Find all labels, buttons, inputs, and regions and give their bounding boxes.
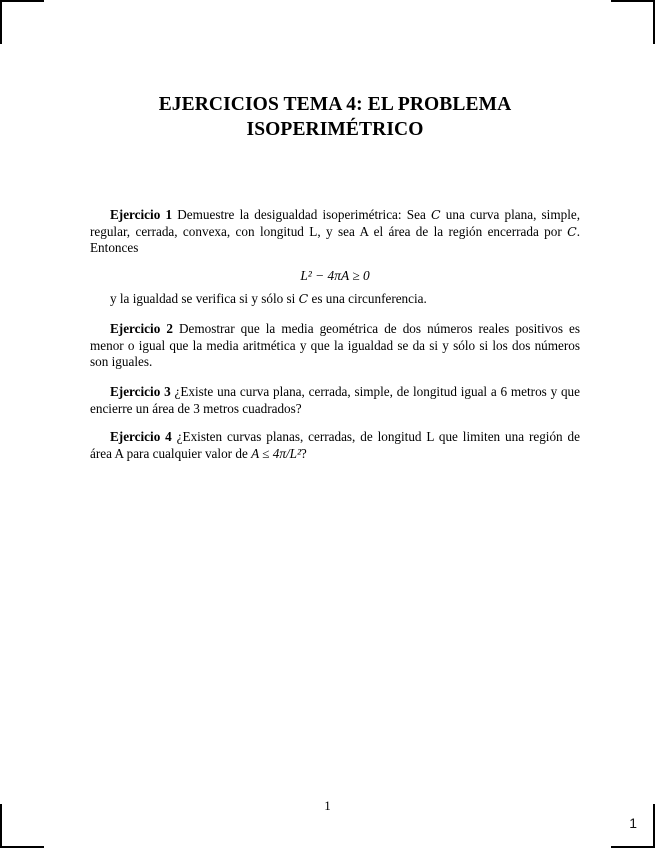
exercise-3-text: ¿Existe una curva plana, cerrada, simple, de longitud igual a 6 metros y que encierre un área de 3 metros cuadrados? <box>90 384 581 416</box>
crop-mark-top-left-v <box>0 0 2 44</box>
exercise-2-text: Demostrar que la media geométrica de dos números reales positivos es menor o igual que la media aritmética y que la igualdad se da si y sólo si los dos números son iguales. <box>90 321 580 370</box>
exercise-1-text-3: . Entonces <box>90 223 581 256</box>
exercise-4-end: ? <box>300 445 307 461</box>
exercise-4-text: ¿Existen curvas planas, cerradas, de longitud L que limiten una región de área A para cualquier valor de <box>90 429 580 461</box>
exercise-3 <box>90 384 580 417</box>
page-title <box>90 92 580 142</box>
exercise-4-label: Ejercicio 4 <box>110 429 172 444</box>
curve-symbol: C <box>567 223 577 239</box>
page-number: 1 <box>324 798 331 813</box>
exercise-2-label: Ejercicio 2 <box>110 321 173 336</box>
exercise-1-label: Ejercicio 1 <box>110 207 173 222</box>
title-line-2: ISOPERIMÉTRICO <box>246 119 424 140</box>
exercise-1-conclusion <box>90 291 580 308</box>
exercise-1 <box>90 207 580 257</box>
exercise-1-text-2: una curva plana, simple, regular, cerrada, convexa, con longitud L, y sea A el área de la región encerrada por <box>90 207 581 239</box>
viewer-page-indicator: 1 <box>629 815 637 831</box>
crop-mark-top-left-h <box>0 0 44 2</box>
exercise-1-text-1: Demuestre la desigualdad isoperimétrica: Sea <box>177 207 426 222</box>
curve-symbol: C <box>298 291 309 306</box>
exercise-4-formula: A ≤ 4π/L² <box>251 445 301 461</box>
exercise-1-after-1: y la igualdad se verifica si y sólo si <box>110 291 296 306</box>
curve-symbol: C <box>431 207 441 222</box>
crop-mark-top-right-h <box>611 0 655 2</box>
title-line-1: EJERCICIOS TEMA 4: EL PROBLEMA <box>158 94 512 115</box>
exercise-1-formula: L² − 4πA ≥ 0 <box>300 268 370 283</box>
exercise-4 <box>90 429 580 462</box>
exercise-1-after-2: es una circunferencia. <box>311 291 427 306</box>
exercise-2 <box>90 321 580 371</box>
exercise-3-label: Ejercicio 3 <box>110 384 171 399</box>
